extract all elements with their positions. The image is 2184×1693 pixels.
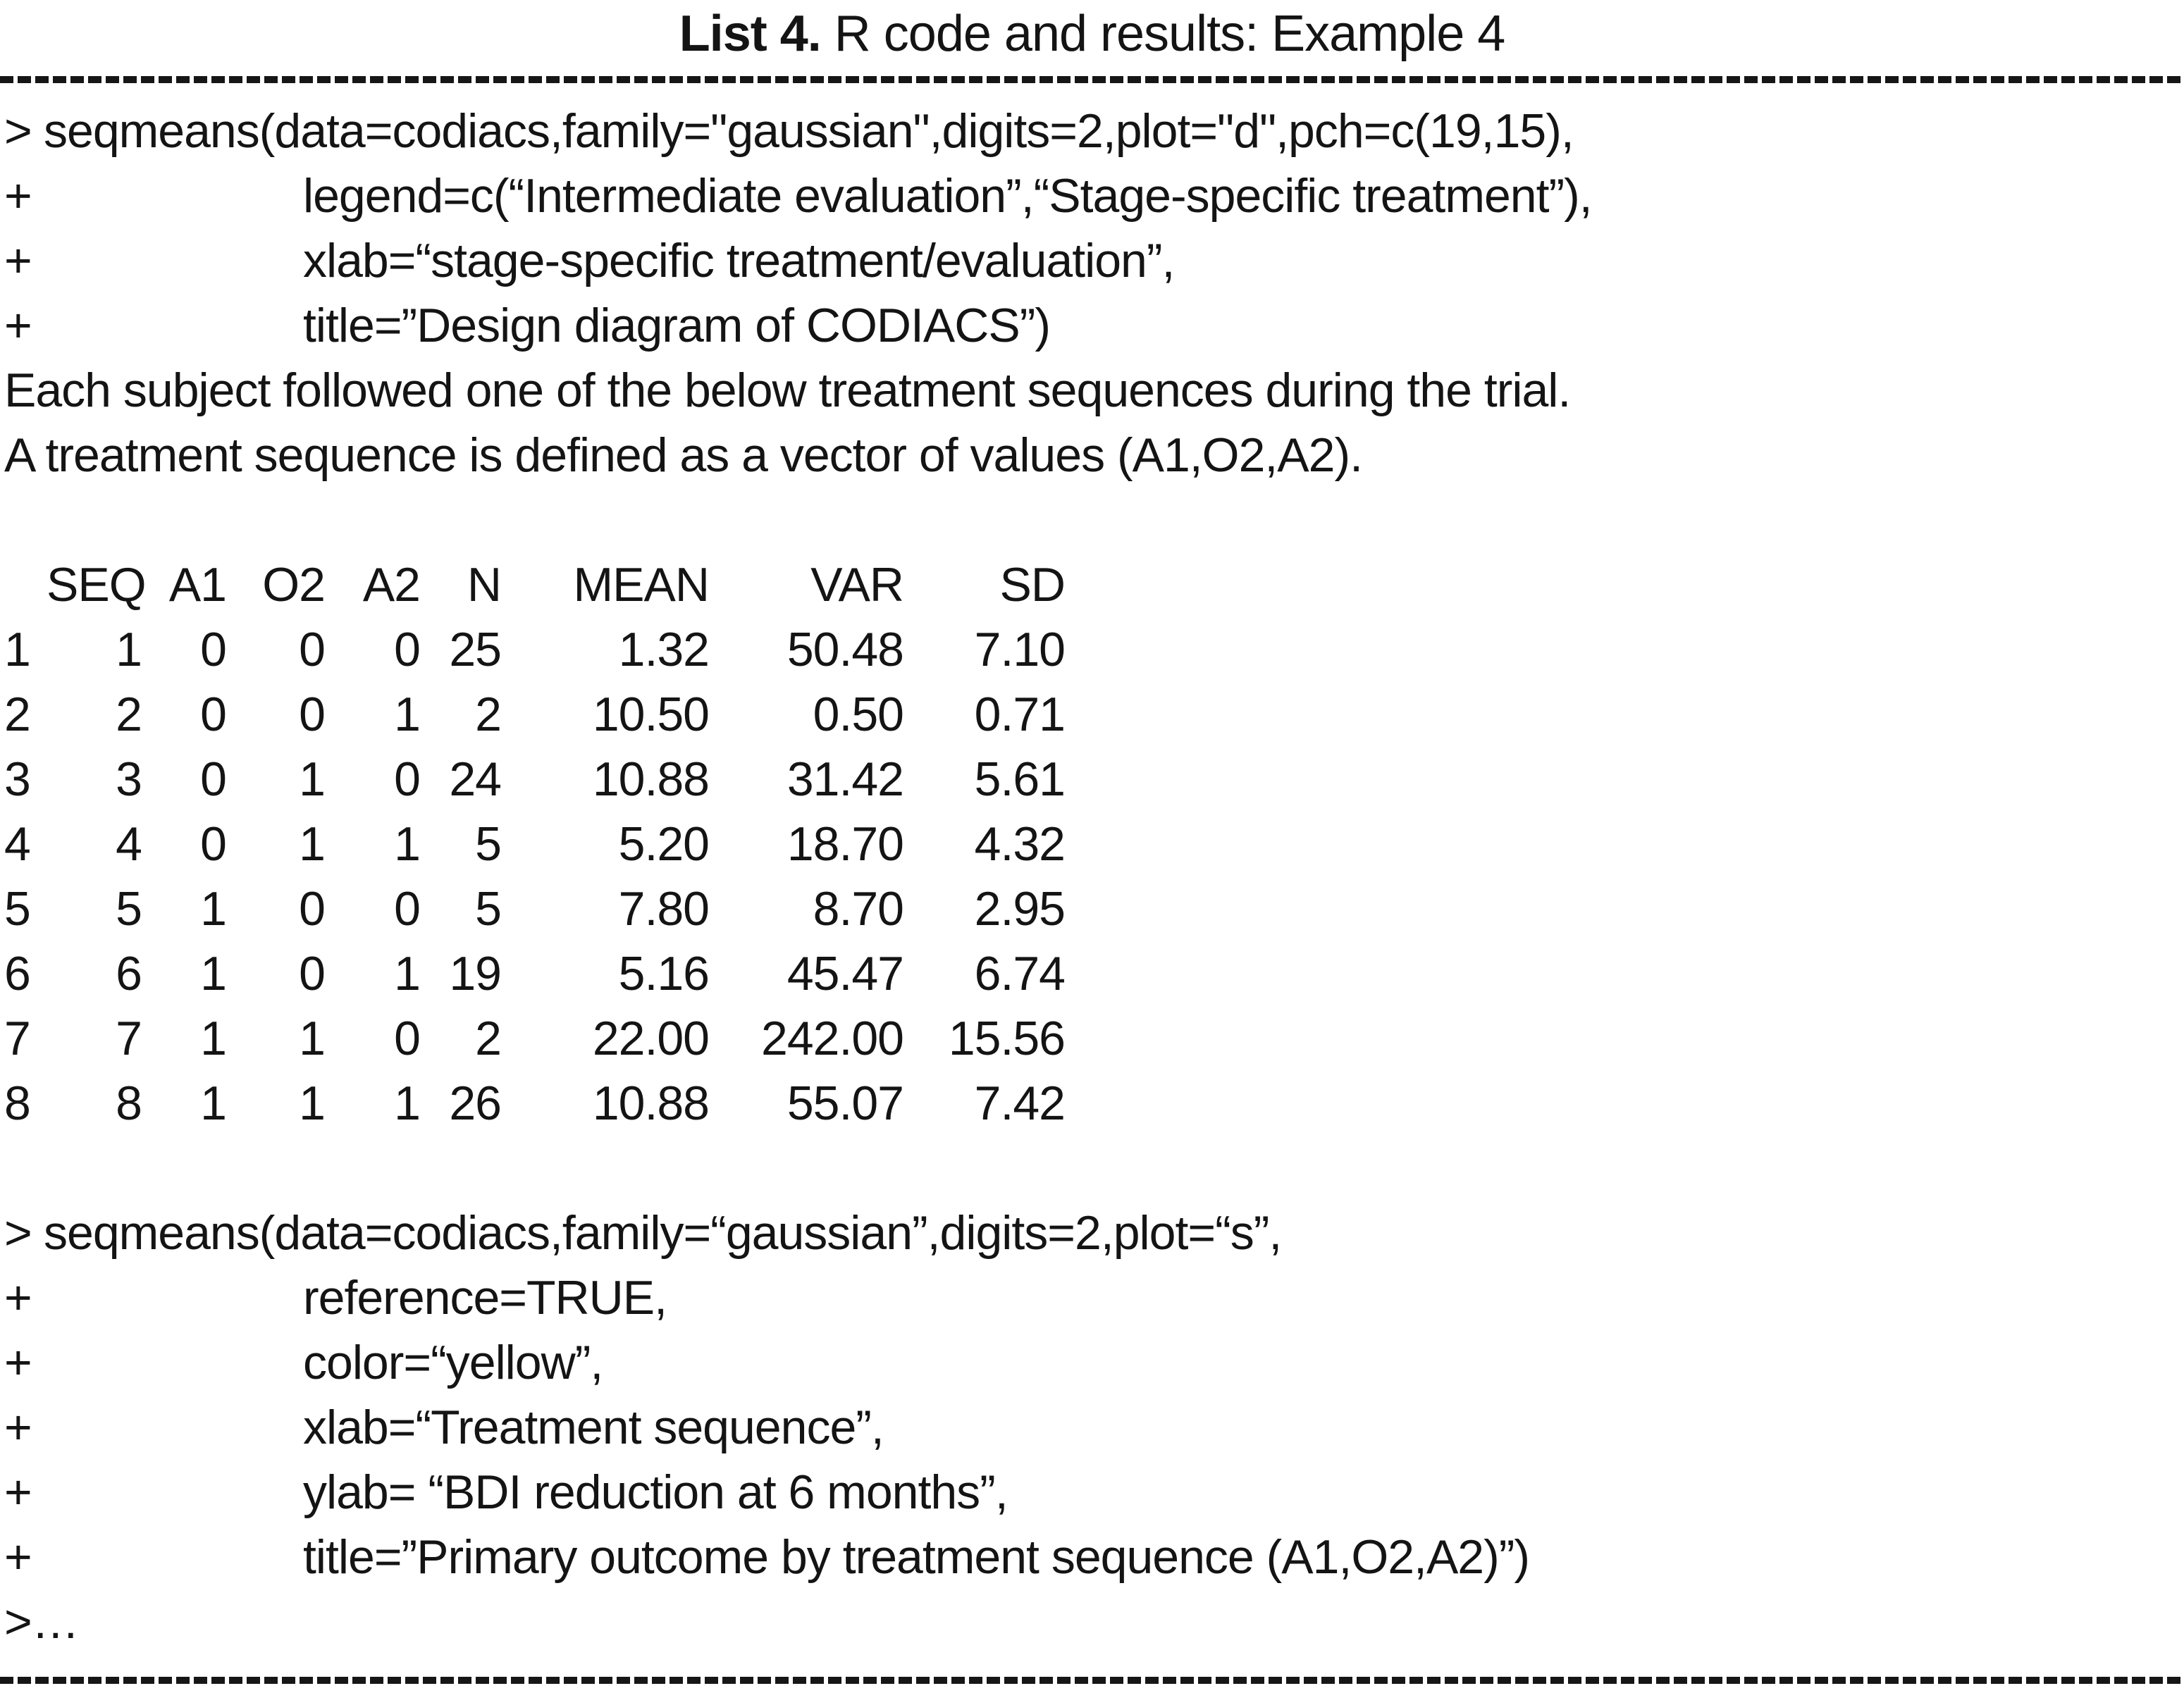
cell-var: 45.47 <box>786 947 903 1000</box>
cell-o2: 1 <box>299 1012 325 1065</box>
continuation-symbol: + <box>4 169 32 223</box>
cell-mean: 10.50 <box>592 688 709 741</box>
cell-mean: 10.88 <box>592 752 709 806</box>
cell-var: 242.00 <box>761 1012 903 1065</box>
cell-mean: 5.16 <box>618 947 709 1000</box>
cell-seq: 8 <box>116 1077 142 1130</box>
cell-seq: 7 <box>116 1012 142 1065</box>
code-text: title=”Design diagram of CODIACS”) <box>303 299 1051 352</box>
cell-a2: 1 <box>394 688 420 741</box>
cell-rowname: 4 <box>4 817 30 871</box>
cell-n: 19 <box>449 947 501 1000</box>
cell-sd: 7.42 <box>974 1077 1065 1130</box>
table-row <box>4 1006 2184 1071</box>
continuation-symbol: + <box>4 1336 32 1389</box>
cell-mean: 5.20 <box>618 817 709 871</box>
cell-seq: 6 <box>116 947 142 1000</box>
cell-n: 24 <box>449 752 501 806</box>
code-line <box>4 1201 2184 1265</box>
code-text: title=”Primary outcome by treatment sequence (A1,O2,A2)”) <box>303 1530 1530 1584</box>
code-line <box>4 163 2184 228</box>
table-row <box>4 617 2184 682</box>
continuation-symbol: + <box>4 1401 32 1454</box>
cell-var: 18.70 <box>786 817 903 871</box>
cell-a2: 0 <box>394 1012 420 1065</box>
continuation-symbol: + <box>4 299 32 352</box>
cell-sd: 2.95 <box>974 882 1065 936</box>
cell-a2: 0 <box>394 882 420 936</box>
code-text: color=“yellow”, <box>303 1336 603 1389</box>
cell-mean: 10.88 <box>592 1077 709 1130</box>
cell-o2: 0 <box>299 688 325 741</box>
header-n: N <box>467 558 501 612</box>
code-text: xlab=“Treatment sequence”, <box>303 1401 884 1454</box>
cell-seq: 5 <box>116 882 142 936</box>
cell-a2: 1 <box>394 1077 420 1130</box>
cell-n: 2 <box>475 1012 501 1065</box>
cell-a1: 1 <box>200 882 226 936</box>
cell-rowname: 1 <box>4 623 30 676</box>
cell-sd: 15.56 <box>948 1012 1065 1065</box>
cell-var: 50.48 <box>786 623 903 676</box>
cell-sd: 0.71 <box>974 688 1065 741</box>
table-row <box>4 876 2184 941</box>
header-sd: SD <box>999 558 1065 612</box>
code-text: xlab=“stage-specific treatment/evaluation”, <box>303 234 1175 287</box>
cell-sd: 6.74 <box>974 947 1065 1000</box>
cell-rowname: 2 <box>4 688 30 741</box>
cell-seq: 4 <box>116 817 142 871</box>
dashed-rule-bottom <box>0 1677 2184 1684</box>
cell-seq: 1 <box>116 623 142 676</box>
listing-caption-text: R code and results: Example 4 <box>820 6 1505 62</box>
header-a2: A2 <box>362 558 420 612</box>
cell-sd: 5.61 <box>974 752 1065 806</box>
cell-o2: 0 <box>299 623 325 676</box>
header-var: VAR <box>810 558 903 612</box>
cell-seq: 3 <box>116 752 142 806</box>
code-line <box>4 228 2184 293</box>
prompt-symbol: > <box>4 104 32 158</box>
header-mean: MEAN <box>573 558 709 612</box>
code-line <box>4 1460 2184 1525</box>
table-row <box>4 747 2184 812</box>
continuation-symbol: + <box>4 1465 32 1519</box>
table-row <box>4 812 2184 876</box>
cell-var: 31.42 <box>786 752 903 806</box>
dashed-rule-top <box>0 76 2184 83</box>
cell-rowname: 6 <box>4 947 30 1000</box>
cell-mean: 7.80 <box>618 882 709 936</box>
prompt-ellipsis: >… <box>4 1595 79 1649</box>
listing-caption <box>0 0 2184 65</box>
cell-rowname: 7 <box>4 1012 30 1065</box>
cell-a1: 0 <box>200 623 226 676</box>
code-line <box>4 1525 2184 1589</box>
cell-a1: 0 <box>200 752 226 806</box>
cell-a1: 0 <box>200 817 226 871</box>
code-text: seqmeans(data=codiacs,family=“gaussian”,digits=2,plot=“s”, <box>44 1206 1282 1260</box>
cell-a1: 0 <box>200 688 226 741</box>
cell-var: 0.50 <box>813 688 903 741</box>
table-row <box>4 682 2184 747</box>
cell-n: 5 <box>475 882 501 936</box>
table-row <box>4 1071 2184 1136</box>
code-line <box>4 293 2184 358</box>
prompt-symbol: > <box>4 1206 32 1260</box>
cell-a2: 1 <box>394 947 420 1000</box>
continuation-symbol: + <box>4 1530 32 1584</box>
cell-rowname: 8 <box>4 1077 30 1130</box>
r-console-output <box>0 99 2184 552</box>
code-text: seqmeans(data=codiacs,family="gaussian",digits=2,plot="d",pch=c(19,15), <box>44 104 1574 158</box>
table-row <box>4 941 2184 1006</box>
code-text: ylab= “BDI reduction at 6 months”, <box>303 1465 1008 1519</box>
cell-var: 8.70 <box>813 882 903 936</box>
sequence-summary-table <box>4 552 2184 1136</box>
blank-line <box>4 1136 2184 1201</box>
continuation-symbol: + <box>4 1271 32 1325</box>
cell-mean: 22.00 <box>592 1012 709 1065</box>
cell-a2: 0 <box>394 752 420 806</box>
cell-o2: 0 <box>299 947 325 1000</box>
cell-n: 2 <box>475 688 501 741</box>
cell-a1: 1 <box>200 1077 226 1130</box>
cell-o2: 1 <box>299 752 325 806</box>
blank-line <box>4 488 2184 552</box>
cell-seq: 2 <box>116 688 142 741</box>
code-line <box>4 1395 2184 1460</box>
header-seq: SEQ <box>47 558 146 612</box>
cell-a2: 1 <box>394 817 420 871</box>
cell-o2: 1 <box>299 817 325 871</box>
cell-var: 55.07 <box>786 1077 903 1130</box>
header-a1: A1 <box>168 558 226 612</box>
listing-caption-number: List 4. <box>679 6 821 62</box>
r-console-output-2 <box>0 1136 2184 1654</box>
header-rowname <box>4 552 47 617</box>
code-text: reference=TRUE, <box>303 1271 667 1325</box>
cell-a1: 1 <box>200 1012 226 1065</box>
cell-sd: 4.32 <box>974 817 1065 871</box>
cell-rowname: 5 <box>4 882 30 936</box>
cell-rowname: 3 <box>4 752 30 806</box>
cell-a2: 0 <box>394 623 420 676</box>
table-header-row <box>4 552 2184 617</box>
code-line <box>4 1330 2184 1395</box>
output-note: Each subject followed one of the below treatment sequences during the trial. <box>4 364 1571 417</box>
cell-o2: 1 <box>299 1077 325 1130</box>
code-line <box>4 1265 2184 1330</box>
output-note: A treatment sequence is defined as a vector of values (A1,O2,A2). <box>4 428 1362 482</box>
cell-sd: 7.10 <box>974 623 1065 676</box>
cell-mean: 1.32 <box>618 623 709 676</box>
cell-n: 5 <box>475 817 501 871</box>
cell-a1: 1 <box>200 947 226 1000</box>
header-o2: O2 <box>262 558 325 612</box>
continuation-symbol: + <box>4 234 32 287</box>
cell-o2: 0 <box>299 882 325 936</box>
code-text: legend=c(“Intermediate evaluation”,“Stage-specific treatment”), <box>303 169 1592 223</box>
cell-n: 25 <box>449 623 501 676</box>
code-line <box>4 99 2184 163</box>
cell-n: 26 <box>449 1077 501 1130</box>
